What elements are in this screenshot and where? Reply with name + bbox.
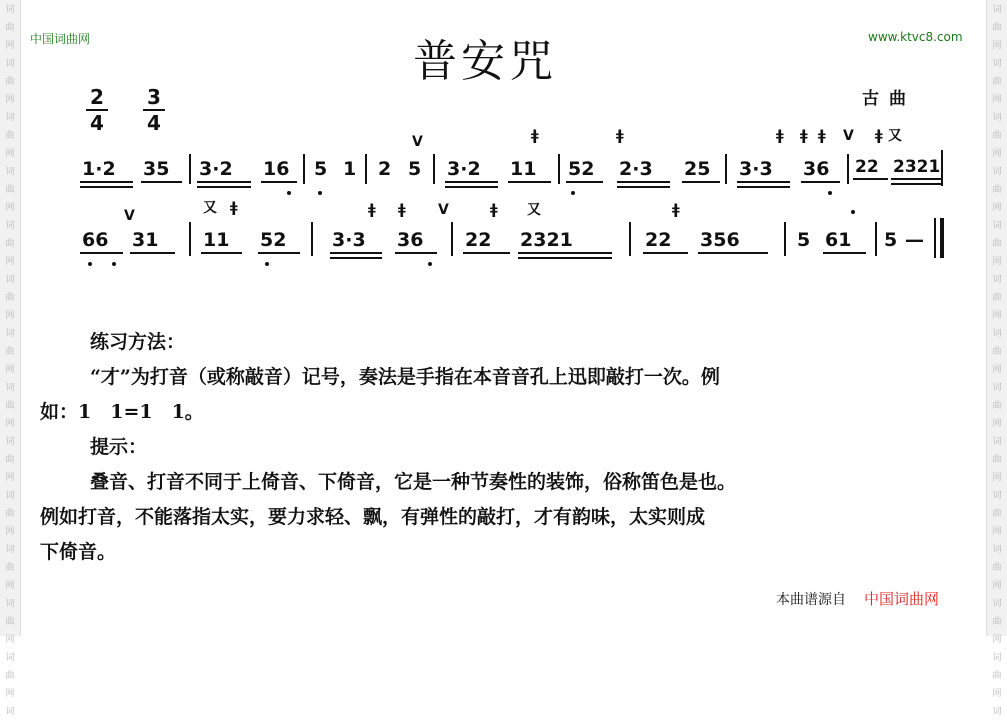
score-line-1	[80, 128, 942, 195]
score-note: 2·3	[619, 158, 653, 180]
watermark-char: 网	[5, 473, 15, 483]
watermark-char: 词	[992, 599, 1002, 609]
score-note: 2321	[520, 229, 573, 251]
watermark-char: 网	[992, 635, 1002, 645]
score-note: 36	[803, 158, 830, 180]
watermark-char: 曲	[992, 671, 1002, 681]
score-note: 16	[263, 158, 290, 180]
watermark-char: 词	[992, 491, 1002, 501]
svg-text:ǂ: ǂ	[818, 128, 826, 144]
beam-lines	[80, 253, 866, 258]
watermark-char: 网	[5, 311, 15, 321]
watermark-char: 网	[5, 41, 15, 51]
watermark-char: 词	[5, 329, 15, 339]
svg-text:ǂ: ǂ	[776, 128, 784, 144]
watermark-char: 网	[5, 527, 15, 537]
svg-text:ǂ: ǂ	[800, 128, 808, 144]
watermark-char: 曲	[992, 563, 1002, 573]
watermark-char: 网	[992, 419, 1002, 429]
watermark-char: 词	[5, 113, 15, 123]
watermark-char: 曲	[992, 509, 1002, 519]
watermark-char: 曲	[992, 293, 1002, 303]
watermark-char: 曲	[5, 671, 15, 681]
watermark-char: 曲	[992, 77, 1002, 87]
score-note: 22	[855, 157, 879, 177]
watermark-char: 词	[5, 221, 15, 231]
watermark-char: 网	[992, 95, 1002, 105]
watermark-char: 词	[5, 707, 15, 717]
time-signature-numerator: 3	[147, 85, 161, 109]
watermark-char: 词	[992, 113, 1002, 123]
score-note: 5	[314, 158, 328, 180]
watermark-char: 网	[5, 635, 15, 645]
svg-text:ǂ: ǂ	[490, 202, 498, 218]
score-note: 22	[465, 229, 492, 251]
numbered-notation-score	[0, 0, 1006, 300]
score-note: 52	[260, 229, 287, 251]
tip-paragraph-end: 下倚音。	[40, 541, 117, 563]
watermark-char: 网	[992, 311, 1002, 321]
watermark-char: 词	[5, 167, 15, 177]
ornament-marks	[412, 128, 902, 150]
svg-text:又: 又	[888, 128, 902, 144]
watermark-char: 曲	[5, 455, 15, 465]
score-note: 3·2	[447, 158, 481, 180]
watermark-char: 网	[5, 257, 15, 267]
score-note: 66	[82, 229, 109, 251]
watermark-char: 曲	[992, 617, 1002, 627]
svg-text:V: V	[124, 208, 135, 224]
watermark-char: 词	[992, 437, 1002, 447]
score-note: 36	[397, 229, 424, 251]
score-note: 3·2	[199, 158, 233, 180]
watermark-char: 曲	[5, 509, 15, 519]
ornament-marks	[124, 200, 680, 224]
watermark-char: 曲	[992, 23, 1002, 33]
watermark-char: 词	[992, 5, 1002, 15]
watermark-char: 曲	[992, 347, 1002, 357]
watermark-char: 网	[992, 41, 1002, 51]
watermark-char: 网	[992, 203, 1002, 213]
practice-heading: 练习方法：	[90, 331, 186, 353]
score-note: 31	[132, 229, 159, 251]
watermark-char: 曲	[992, 239, 1002, 249]
score-note: 1	[343, 158, 357, 180]
tip-paragraph: 叠音、打音不同于上倚音、下倚音，它是一种节奏性的装饰，俗称笛色是也。	[90, 471, 737, 493]
svg-text:ǂ: ǂ	[616, 128, 624, 144]
watermark-char: 词	[5, 59, 15, 69]
watermark-char: 词	[5, 545, 15, 555]
tip-paragraph-continued: 例如打音，不能落指太实，要力求轻、飘，有弹性的敲打，才有韵味，太实则成	[40, 506, 706, 528]
watermark-char: 曲	[5, 293, 15, 303]
watermark-char: 曲	[5, 131, 15, 141]
watermark-char: 词	[5, 5, 15, 15]
score-note: 5	[797, 229, 811, 251]
watermark-char: 网	[5, 419, 15, 429]
watermark-char: 曲	[992, 401, 1002, 411]
score-line-2	[80, 200, 942, 266]
score-note: 3·3	[332, 229, 366, 251]
watermark-char: 词	[992, 545, 1002, 555]
watermark-char: 曲	[992, 131, 1002, 141]
watermark-char: 词	[992, 707, 1002, 717]
watermark-char: 词	[5, 653, 15, 663]
watermark-char: 网	[5, 689, 15, 699]
score-note: 5	[884, 229, 898, 251]
octave-dots	[287, 191, 832, 195]
watermark-char: 词	[5, 383, 15, 393]
watermark-char: 曲	[5, 239, 15, 249]
watermark-char: 网	[5, 203, 15, 213]
watermark-char: 词	[992, 383, 1002, 393]
svg-text:V: V	[412, 134, 423, 150]
watermark-char: 网	[992, 527, 1002, 537]
watermark-char: 曲	[5, 617, 15, 627]
score-note: 1·2	[82, 158, 116, 180]
watermark-char: 网	[992, 365, 1002, 375]
watermark-char: 网	[992, 257, 1002, 267]
watermark-char: 网	[992, 149, 1002, 159]
watermark-char: 曲	[5, 563, 15, 573]
score-note: 5	[408, 158, 422, 180]
watermark-char: 词	[5, 599, 15, 609]
svg-text:ǂ: ǂ	[368, 202, 376, 218]
watermark-char: 词	[5, 437, 15, 447]
practice-paragraph: “才”为打音（或称敲音）记号，奏法是手指在本音音孔上迅即敲打一次。例	[90, 366, 720, 388]
score-note: 11	[510, 158, 537, 180]
watermark-char: 词	[992, 329, 1002, 339]
score-note: 11	[203, 229, 230, 251]
time-signature-denominator: 4	[147, 111, 161, 135]
watermark-char: 曲	[5, 77, 15, 87]
score-note: 52	[568, 158, 595, 180]
score-note: 3·3	[739, 158, 773, 180]
practice-notes	[40, 325, 985, 570]
score-note: 2	[378, 158, 392, 180]
svg-text:又: 又	[203, 200, 217, 216]
watermark-char: 词	[992, 167, 1002, 177]
watermark-char: 曲	[992, 185, 1002, 195]
watermark-char: 曲	[992, 455, 1002, 465]
watermark-char: 曲	[5, 23, 15, 33]
score-note: 61	[825, 229, 852, 251]
source-label: 本曲谱源自	[776, 592, 846, 608]
watermark-char: 词	[992, 653, 1002, 663]
source-credit	[776, 588, 939, 609]
watermark-char: 词	[992, 275, 1002, 285]
watermark-char: 词	[992, 221, 1002, 231]
watermark-char: 曲	[5, 347, 15, 357]
watermark-char: 词	[5, 275, 15, 285]
watermark-char: 网	[5, 581, 15, 591]
svg-text:ǂ: ǂ	[398, 202, 406, 218]
beam-lines	[80, 179, 941, 187]
site-name-top-left[interactable]: 中国词曲网	[30, 32, 91, 46]
watermark-char: 词	[5, 491, 15, 501]
source-brand-link[interactable]: 中国词曲网	[864, 590, 940, 608]
svg-text:ǂ: ǂ	[531, 128, 539, 144]
score-note: 35	[143, 158, 170, 180]
watermark-char: 词	[992, 59, 1002, 69]
score-note: 356	[700, 229, 740, 251]
practice-paragraph-continued: 如：1 1=1 1。	[40, 401, 204, 423]
watermark-char: 网	[5, 365, 15, 375]
watermark-char: 曲	[5, 401, 15, 411]
watermark-char: 网	[992, 689, 1002, 699]
watermark-char: 网	[5, 95, 15, 105]
watermark-char: 网	[5, 149, 15, 159]
page-title: 普安咒	[413, 36, 557, 87]
svg-text:ǂ: ǂ	[672, 202, 680, 218]
score-note: 25	[684, 158, 711, 180]
svg-text:V: V	[438, 202, 449, 218]
time-signature-numerator: 2	[90, 85, 104, 109]
watermark-char: 曲	[5, 185, 15, 195]
watermark-char: 网	[992, 581, 1002, 591]
watermark-char: 网	[992, 473, 1002, 483]
site-url-top-right[interactable]: www.ktvc8.com	[868, 30, 963, 44]
svg-text:ǂ: ǂ	[875, 128, 883, 144]
svg-text:ǂ: ǂ	[230, 200, 238, 216]
score-note: 22	[645, 229, 672, 251]
svg-text:V: V	[843, 128, 854, 144]
score-note: 2321	[893, 157, 941, 177]
score-note: —	[905, 229, 924, 251]
composer-label: 古曲	[862, 89, 916, 109]
time-signature-denominator: 4	[90, 111, 104, 135]
svg-text:又: 又	[527, 202, 541, 218]
tip-heading: 提示：	[90, 436, 148, 458]
